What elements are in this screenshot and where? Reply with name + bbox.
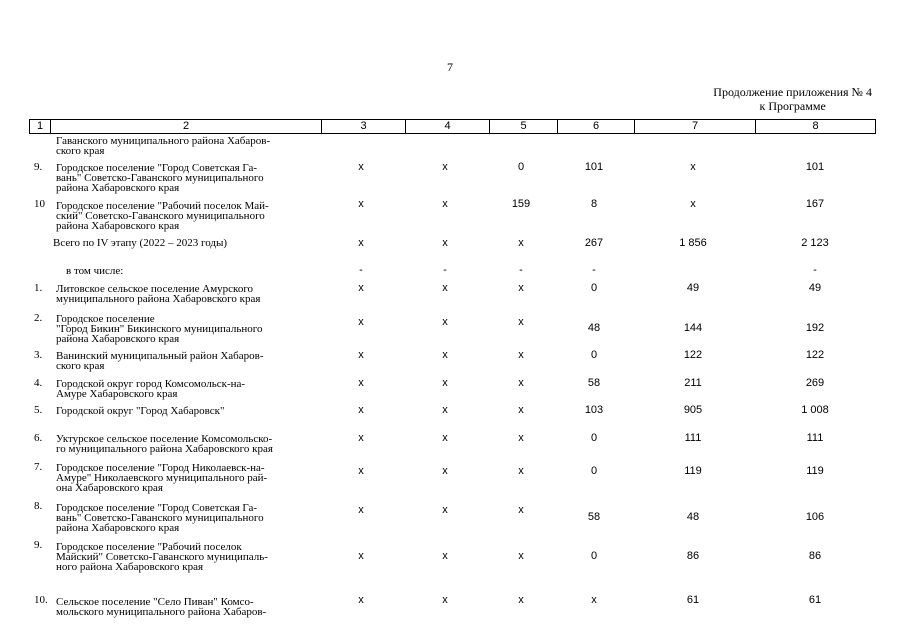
header-cell-6: 6 bbox=[558, 120, 635, 133]
cell-col-6: 8 bbox=[590, 198, 598, 210]
cell-col-7: x bbox=[690, 198, 696, 210]
cell-col-5: x bbox=[518, 349, 524, 361]
cell-col-5: x bbox=[518, 404, 524, 416]
cell-col-3: x bbox=[358, 237, 364, 249]
cell-col-5: x bbox=[518, 282, 524, 294]
header-cell-3: 3 bbox=[322, 120, 406, 133]
cell-col-4: x bbox=[442, 349, 448, 361]
row-name: Городское поселение "Рабочий поселок Май- ский" Советско-Гаванского муниципального района Хабаровского края bbox=[56, 200, 269, 232]
cell-col-5: x bbox=[518, 594, 524, 606]
cell-col-6: 0 bbox=[590, 432, 598, 444]
cell-col-5: x bbox=[518, 316, 524, 328]
row-name: в том числе: bbox=[66, 265, 124, 277]
cell-col-6: 267 bbox=[584, 237, 604, 249]
cell-col-5: 0 bbox=[517, 161, 525, 173]
cell-col-6: 58 bbox=[587, 511, 601, 523]
cell-col-7: 48 bbox=[686, 511, 700, 523]
cell-col-4: x bbox=[442, 316, 448, 328]
row-number: 10 bbox=[34, 198, 45, 210]
header-cell-5: 5 bbox=[490, 120, 558, 133]
row-name: Городское поселение "Город Советская Га- вань" Советско-Гаванского муниципального района Хабаровского края bbox=[56, 502, 264, 534]
row-number: 7. bbox=[34, 461, 43, 473]
cell-col-3: x bbox=[358, 465, 364, 477]
cell-col-6: 103 bbox=[584, 404, 604, 416]
table-header-row bbox=[29, 119, 876, 134]
row-name: Городское поселение "Город Бикин" Бикинского муниципального района Хабаровского края bbox=[56, 313, 263, 345]
row-name: Сельское поселение "Село Пиван" Комсо- мольского муниципального района Хабаров- bbox=[56, 596, 267, 618]
cell-col-5: x bbox=[518, 432, 524, 444]
page-number: 7 bbox=[447, 60, 453, 74]
row-name: Уктурское сельское поселение Комсомольско- го муниципального района Хабаровского края bbox=[56, 433, 273, 455]
row-name: Городское поселение "Город Николаевск-на- Амуре" Николаевского муниципального рай- она Хабаровского края bbox=[56, 462, 268, 494]
cell-col-8: 1 008 bbox=[801, 404, 829, 416]
cell-col-5: x bbox=[518, 504, 524, 516]
cell-col-8: - bbox=[813, 264, 817, 276]
cell-col-3: x bbox=[358, 550, 364, 562]
cell-col-8: 106 bbox=[805, 511, 825, 523]
header-cell-1: 1 bbox=[30, 120, 51, 133]
row-name: Городской округ город Комсомольск-на- Амуре Хабаровского края bbox=[56, 378, 246, 400]
cell-col-6: 0 bbox=[590, 349, 598, 361]
header-cell-4: 4 bbox=[406, 120, 490, 133]
cell-col-3: x bbox=[358, 198, 364, 210]
cell-col-8: 269 bbox=[805, 377, 825, 389]
row-number: 9. bbox=[34, 539, 43, 551]
cell-col-8: 61 bbox=[808, 594, 822, 606]
appendix-line-2: к Программе bbox=[759, 99, 826, 113]
cell-col-6: - bbox=[592, 264, 596, 276]
cell-col-8: 2 123 bbox=[801, 237, 829, 249]
appendix-line-1: Продолжение приложения № 4 bbox=[713, 85, 872, 99]
cell-col-7: 119 bbox=[684, 465, 702, 477]
row-name: Литовское сельское поселение Амурского муниципального района Хабаровского края bbox=[56, 283, 261, 305]
cell-col-8: 192 bbox=[805, 322, 825, 334]
cell-col-7: 144 bbox=[683, 322, 703, 334]
cell-col-8: 167 bbox=[805, 198, 825, 210]
row-name: Городское поселение "Рабочий поселок Майский" Советско-Гаванского муниципаль- ного района Хабаровского края bbox=[56, 541, 268, 573]
cell-col-7: 1 856 bbox=[679, 237, 707, 249]
cell-col-4: x bbox=[442, 594, 448, 606]
cell-col-4: x bbox=[442, 198, 448, 210]
cell-col-6: 48 bbox=[587, 322, 601, 334]
cell-col-7: 86 bbox=[686, 550, 700, 562]
cell-col-8: 119 bbox=[806, 465, 824, 477]
row-number: 5. bbox=[34, 404, 43, 416]
cell-col-5: x bbox=[518, 550, 524, 562]
row-name: Ванинский муниципальный район Хабаров- ского края bbox=[56, 350, 264, 372]
row-number: 9. bbox=[34, 161, 43, 173]
cell-col-3: x bbox=[358, 594, 364, 606]
row-name: Городское поселение "Город Советская Га- вань" Советско-Гаванского муниципального района Хабаровского края bbox=[56, 162, 264, 194]
header-cell-8: 8 bbox=[812, 120, 819, 132]
cell-col-7: x bbox=[690, 161, 696, 173]
cell-col-3: - bbox=[359, 264, 363, 276]
cell-col-5: x bbox=[518, 377, 524, 389]
cell-col-3: x bbox=[358, 377, 364, 389]
cell-col-3: x bbox=[358, 316, 364, 328]
row-name: Всего по IV этапу (2022 – 2023 годы) bbox=[53, 237, 228, 249]
cell-col-8: 101 bbox=[805, 161, 825, 173]
row-number: 6. bbox=[34, 432, 43, 444]
cell-col-8: 49 bbox=[808, 282, 822, 294]
cell-col-5: 159 bbox=[511, 198, 531, 210]
row-number: 4. bbox=[34, 377, 43, 389]
cell-col-3: x bbox=[358, 432, 364, 444]
row-number: 10. bbox=[34, 594, 48, 606]
row-name: Гаванского муниципального района Хабаров- ского края bbox=[56, 135, 271, 157]
cell-col-5: x bbox=[518, 465, 524, 477]
row-number: 3. bbox=[34, 349, 43, 361]
row-name: Городской округ "Город Хабаровск" bbox=[56, 405, 225, 417]
cell-col-4: x bbox=[442, 550, 448, 562]
cell-col-3: x bbox=[358, 504, 364, 516]
cell-col-3: x bbox=[358, 404, 364, 416]
cell-col-6: 0 bbox=[590, 550, 598, 562]
cell-col-3: x bbox=[358, 282, 364, 294]
cell-col-8: 111 bbox=[806, 432, 824, 444]
cell-col-7: 905 bbox=[683, 404, 703, 416]
row-number: 1. bbox=[34, 282, 43, 294]
cell-col-5: - bbox=[519, 264, 523, 276]
cell-col-7: 61 bbox=[686, 594, 700, 606]
cell-col-4: x bbox=[442, 377, 448, 389]
cell-col-3: x bbox=[358, 161, 364, 173]
cell-col-8: 122 bbox=[805, 349, 825, 361]
cell-col-6: 0 bbox=[590, 465, 598, 477]
cell-col-7: 211 bbox=[684, 377, 702, 389]
cell-col-4: x bbox=[442, 237, 448, 249]
cell-col-6: 101 bbox=[584, 161, 604, 173]
cell-col-6: 58 bbox=[587, 377, 601, 389]
cell-col-4: x bbox=[442, 465, 448, 477]
appendix-note bbox=[713, 85, 872, 113]
cell-col-4: x bbox=[442, 404, 448, 416]
header-cell-2: 2 bbox=[51, 120, 322, 133]
cell-col-4: x bbox=[442, 282, 448, 294]
cell-col-7: 122 bbox=[683, 349, 703, 361]
cell-col-3: x bbox=[358, 349, 364, 361]
cell-col-7: 111 bbox=[684, 432, 702, 444]
cell-col-4: x bbox=[442, 504, 448, 516]
cell-col-4: - bbox=[443, 264, 447, 276]
cell-col-5: x bbox=[518, 237, 524, 249]
header-cell-7: 7 bbox=[635, 120, 756, 133]
cell-col-4: x bbox=[442, 161, 448, 173]
cell-col-8: 86 bbox=[808, 550, 822, 562]
row-number: 8. bbox=[34, 500, 43, 512]
row-number: 2. bbox=[34, 312, 43, 324]
cell-col-4: x bbox=[442, 432, 448, 444]
cell-col-7: 49 bbox=[686, 282, 700, 294]
cell-col-6: x bbox=[591, 594, 597, 606]
cell-col-6: 0 bbox=[590, 282, 598, 294]
